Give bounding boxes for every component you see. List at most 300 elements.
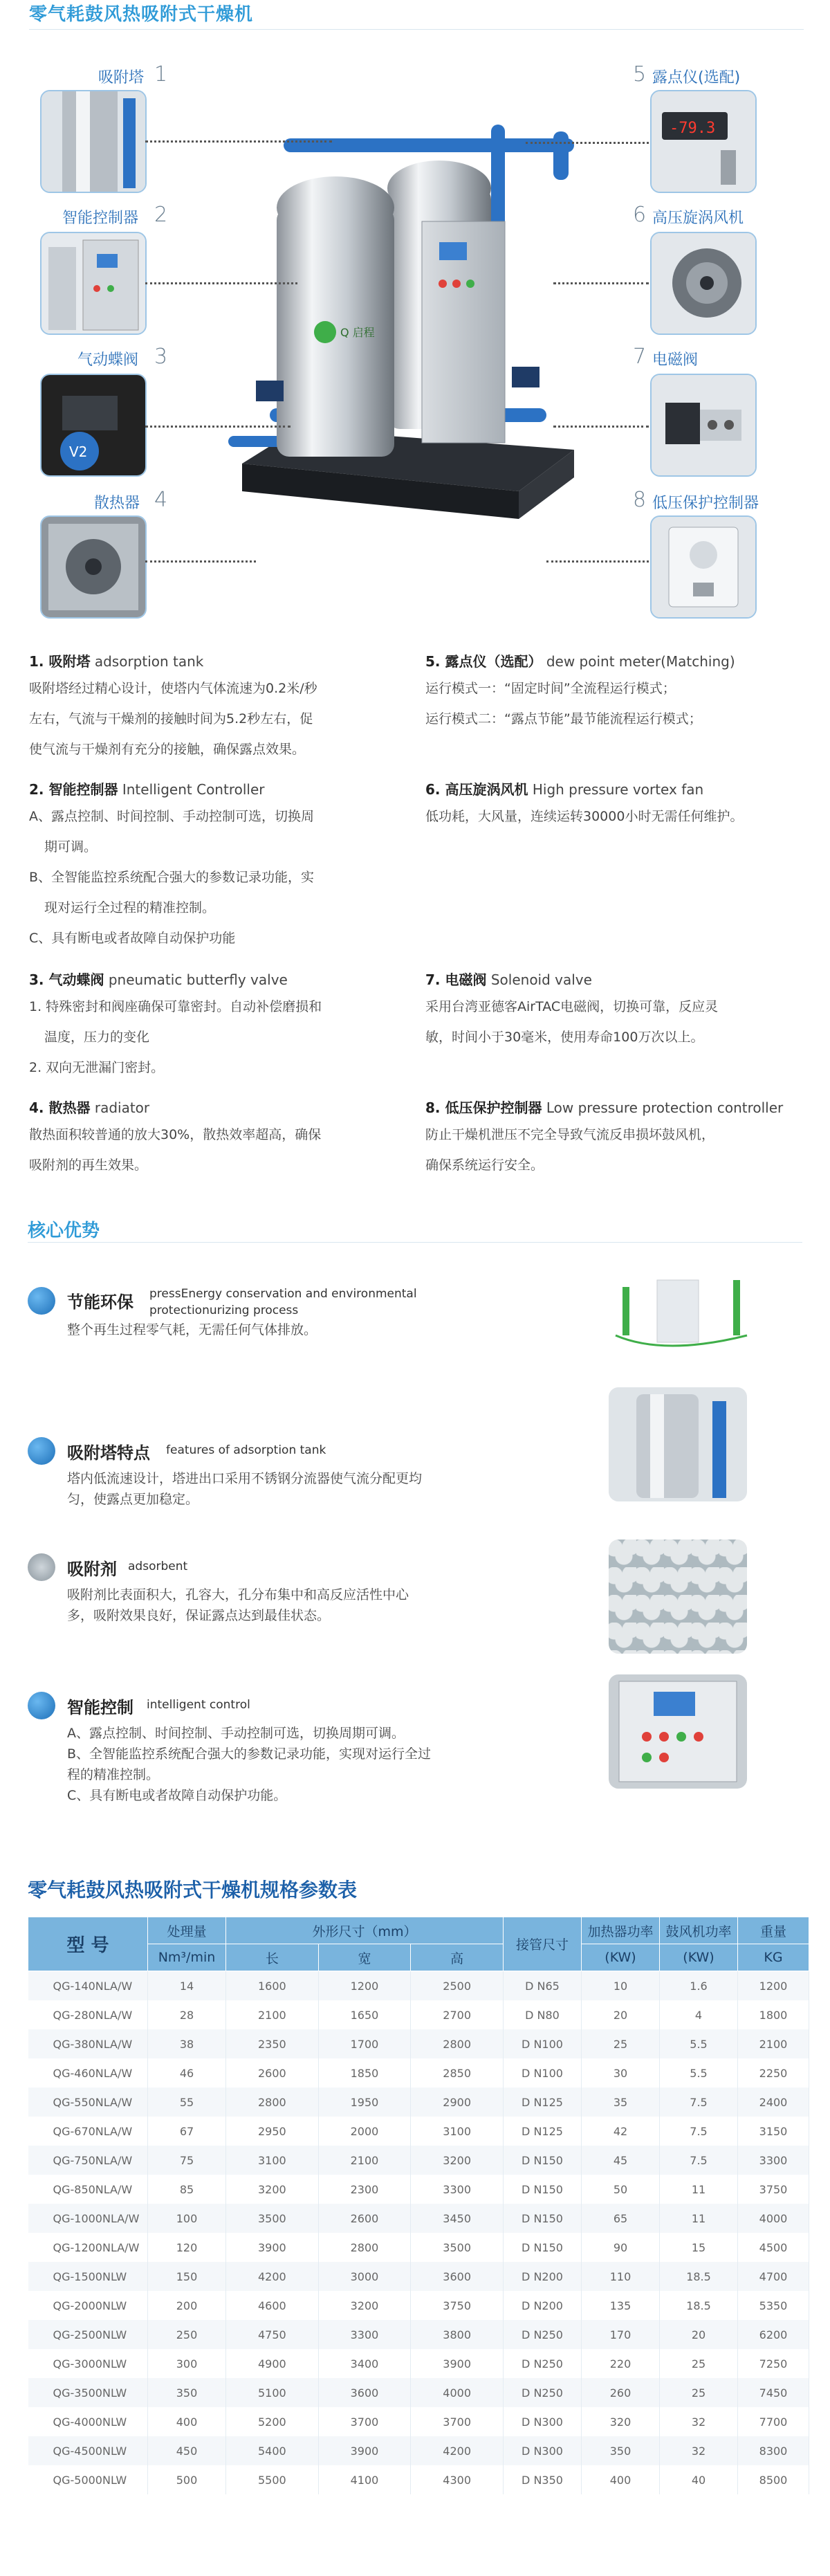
- table-cell: D N200: [504, 2262, 582, 2291]
- table-cell: 2100: [318, 2146, 411, 2175]
- desc-line: 吸附塔经过精心设计，使塔内气体流速为0.2米/秒: [29, 681, 317, 696]
- table-cell: 65: [582, 2204, 660, 2233]
- advantage-line: 程的精准控制。: [67, 1767, 160, 1782]
- table-cell: D N350: [504, 2465, 582, 2494]
- desc-en: adsorption tank: [94, 653, 204, 670]
- desc-line: 确保系统运行安全。: [425, 1158, 544, 1173]
- desc-en: pneumatic butterfly valve: [108, 971, 288, 988]
- table-cell: 4500: [738, 2233, 809, 2262]
- table-cell: QG-3000NLW: [28, 2349, 148, 2378]
- table-cell: 11: [660, 2175, 738, 2204]
- callout-line-4: [145, 560, 256, 563]
- col-header-pipe: 接管尺寸: [504, 1917, 582, 1971]
- col-header-length: 长: [226, 1944, 319, 1971]
- table-cell: QG-3500NLW: [28, 2378, 148, 2407]
- table-cell: 2800: [318, 2233, 411, 2262]
- butterfly-valve-thumbnail: [40, 374, 147, 477]
- table-cell: 90: [582, 2233, 660, 2262]
- spec-table: [28, 1917, 809, 2494]
- callout-num-7: 7: [633, 345, 647, 369]
- table-cell: 1200: [318, 1971, 411, 2001]
- callout-num-1: 1: [154, 62, 168, 86]
- desc-line: 2. 双向无泄漏门密封。: [29, 1060, 165, 1075]
- table-cell: 5.5: [660, 2058, 738, 2088]
- desc-line: 散热面积较普通的放大30%，散热效率超高，确保: [29, 1127, 322, 1142]
- desc-7: [425, 969, 813, 1052]
- smart-control-icon: [28, 1692, 55, 1719]
- table-cell: D N65: [504, 1971, 582, 2001]
- table-cell: 3400: [318, 2349, 411, 2378]
- table-cell: QG-280NLA/W: [28, 2000, 148, 2029]
- table-cell: D N150: [504, 2233, 582, 2262]
- table-cell: 32: [660, 2407, 738, 2436]
- table-cell: 110: [582, 2262, 660, 2291]
- desc-line: 低功耗，大风量，连续运转30000小时无需任何维护。: [425, 809, 744, 824]
- table-cell: 350: [582, 2436, 660, 2465]
- desc-4: [29, 1097, 403, 1180]
- table-cell: 28: [148, 2000, 226, 2029]
- col-header-height: 高: [411, 1944, 504, 1971]
- table-cell: D N150: [504, 2175, 582, 2204]
- table-row: [28, 2349, 809, 2378]
- desc-title: 1. 吸附塔: [29, 653, 91, 670]
- desc-line: 吸附剂的再生效果。: [29, 1158, 148, 1173]
- callout-line-2: [145, 282, 297, 284]
- table-cell: QG-750NLA/W: [28, 2146, 148, 2175]
- table-cell: 55: [148, 2088, 226, 2117]
- table-cell: 400: [148, 2407, 226, 2436]
- table-cell: 15: [660, 2233, 738, 2262]
- dew-point-meter-thumbnail: [650, 90, 757, 193]
- advantage-text: [67, 1723, 431, 1806]
- table-cell: QG-1500NLW: [28, 2262, 148, 2291]
- machine-logo: Q 启程: [340, 326, 375, 339]
- table-cell: 20: [582, 2000, 660, 2029]
- advantage-line: B、全智能监控系统配合强大的参数记录功能，实现对运行全过: [67, 1746, 432, 1762]
- table-row: [28, 2262, 809, 2291]
- advantage-text: [67, 1319, 317, 1340]
- col-header-dimensions: 外形尺寸（mm）: [226, 1917, 504, 1944]
- table-cell: 3200: [318, 2291, 411, 2320]
- table-cell: 25: [660, 2349, 738, 2378]
- callout-num-2: 2: [154, 203, 168, 227]
- table-cell: 1650: [318, 2000, 411, 2029]
- table-cell: 3300: [411, 2175, 504, 2204]
- table-cell: 2250: [738, 2058, 809, 2088]
- desc-8: [425, 1097, 813, 1180]
- desc-en: Intelligent Controller: [122, 781, 265, 798]
- table-cell: QG-850NLA/W: [28, 2175, 148, 2204]
- table-row: [28, 2465, 809, 2494]
- advantage-title: 节能环保: [67, 1292, 133, 1312]
- table-cell: 3300: [738, 2146, 809, 2175]
- table-cell: D N125: [504, 2088, 582, 2117]
- title-divider: [29, 29, 804, 30]
- table-cell: QG-380NLA/W: [28, 2029, 148, 2058]
- callout-label-butterfly-valve: 气动蝶阀: [77, 351, 139, 369]
- controller-thumbnail: [40, 232, 147, 335]
- desc-title: 2. 智能控制器: [29, 781, 118, 798]
- table-cell: 2300: [318, 2175, 411, 2204]
- table-cell: 3900: [411, 2349, 504, 2378]
- table-cell: 1200: [738, 1971, 809, 2001]
- desc-line: 使气流与干燥剂有充分的接触，确保露点效果。: [29, 742, 306, 757]
- desc-en: High pressure vortex fan: [532, 781, 704, 798]
- table-cell: 250: [148, 2320, 226, 2349]
- table-cell: 67: [148, 2117, 226, 2146]
- table-row: [28, 2088, 809, 2117]
- advantage-line: 多，吸附效果良好，保证露点达到最佳状态。: [67, 1608, 331, 1623]
- table-cell: 400: [582, 2465, 660, 2494]
- spec-table-title: 零气耗鼓风热吸附式干燥机规格参数表: [28, 1879, 358, 1901]
- table-cell: 11: [660, 2204, 738, 2233]
- table-cell: 200: [148, 2291, 226, 2320]
- table-cell: 25: [582, 2029, 660, 2058]
- desc-line: 运行模式二：“露点节能”最节能流程运行模式；: [425, 711, 702, 727]
- table-cell: 5500: [226, 2465, 319, 2494]
- page-title: 零气耗鼓风热吸附式干燥机: [29, 4, 254, 25]
- table-cell: 40: [660, 2465, 738, 2494]
- table-cell: QG-2500NLW: [28, 2320, 148, 2349]
- table-cell: 3600: [318, 2378, 411, 2407]
- table-cell: D N100: [504, 2029, 582, 2058]
- callout-num-6: 6: [633, 203, 647, 227]
- tank-feature-image: [609, 1387, 747, 1501]
- adsorbent-icon: [28, 1553, 55, 1581]
- desc-6: [425, 778, 813, 832]
- table-cell: 500: [148, 2465, 226, 2494]
- callout-num-8: 8: [633, 488, 647, 512]
- advantage-en: adsorbent: [128, 1560, 188, 1573]
- table-row: [28, 2233, 809, 2262]
- table-cell: 2600: [226, 2058, 319, 2088]
- table-cell: 85: [148, 2175, 226, 2204]
- spec-table-body: [28, 1971, 809, 2495]
- callout-label-low-pressure-controller: 低压保护控制器: [652, 495, 759, 512]
- table-cell: 3200: [411, 2146, 504, 2175]
- table-cell: D N150: [504, 2146, 582, 2175]
- callout-line-6: [553, 282, 649, 284]
- table-cell: 3700: [411, 2407, 504, 2436]
- table-cell: 5200: [226, 2407, 319, 2436]
- table-cell: 18.5: [660, 2291, 738, 2320]
- desc-1: [29, 650, 403, 765]
- advantage-en-line: pressEnergy conservation and environmental: [149, 1287, 417, 1301]
- desc-title: 3. 气动蝶阀: [29, 971, 104, 988]
- callout-line-7: [553, 426, 649, 428]
- desc-line: 温度，压力的变化: [44, 1030, 150, 1045]
- adsorption-tank-thumbnail: [40, 90, 147, 193]
- table-row: [28, 2436, 809, 2465]
- advantage-title: 吸附剂: [67, 1560, 117, 1579]
- table-row: [28, 2291, 809, 2320]
- table-cell: 120: [148, 2233, 226, 2262]
- table-row: [28, 2058, 809, 2088]
- table-cell: 7700: [738, 2407, 809, 2436]
- table-cell: 3300: [318, 2320, 411, 2349]
- table-cell: 1850: [318, 2058, 411, 2088]
- table-cell: 3750: [411, 2291, 504, 2320]
- advantage-en: [149, 1286, 417, 1319]
- table-cell: 4300: [411, 2465, 504, 2494]
- table-cell: 3750: [738, 2175, 809, 2204]
- col-header-weight-unit: KG: [738, 1944, 809, 1971]
- table-cell: D N200: [504, 2291, 582, 2320]
- col-header-model: 型 号: [28, 1917, 148, 1971]
- meter-display: -79.3: [670, 120, 716, 137]
- table-cell: D N150: [504, 2204, 582, 2233]
- table-cell: 3100: [411, 2117, 504, 2146]
- advantage-text: [67, 1468, 422, 1510]
- table-cell: 4900: [226, 2349, 319, 2378]
- table-cell: D N250: [504, 2320, 582, 2349]
- table-row: [28, 2175, 809, 2204]
- control-panel-image: [609, 1674, 747, 1789]
- table-row: [28, 1971, 809, 2001]
- table-cell: D N300: [504, 2436, 582, 2465]
- table-row: [28, 2117, 809, 2146]
- tank-feature-icon: [28, 1437, 55, 1465]
- eco-illustration: [609, 1259, 761, 1370]
- table-cell: 100: [148, 2204, 226, 2233]
- table-cell: 4: [660, 2000, 738, 2029]
- table-cell: 4600: [226, 2291, 319, 2320]
- table-cell: 7.5: [660, 2146, 738, 2175]
- callout-line-8: [546, 560, 649, 563]
- table-cell: 1700: [318, 2029, 411, 2058]
- table-cell: 4000: [738, 2204, 809, 2233]
- table-cell: 320: [582, 2407, 660, 2436]
- advantages-heading: 核心优势: [28, 1221, 100, 1241]
- table-cell: 2100: [226, 2000, 319, 2029]
- callout-num-4: 4: [154, 488, 168, 512]
- table-cell: 2000: [318, 2117, 411, 2146]
- table-cell: 6200: [738, 2320, 809, 2349]
- table-cell: QG-4000NLW: [28, 2407, 148, 2436]
- advantage-title: 吸附塔特点: [67, 1443, 150, 1463]
- col-header-blower: 鼓风机功率: [660, 1917, 738, 1944]
- table-cell: 2600: [318, 2204, 411, 2233]
- table-row: [28, 2029, 809, 2058]
- table-cell: 135: [582, 2291, 660, 2320]
- eco-icon: [28, 1287, 55, 1315]
- table-cell: 25: [660, 2378, 738, 2407]
- table-cell: 3000: [318, 2262, 411, 2291]
- table-row: [28, 2204, 809, 2233]
- advantage-line: 匀，使露点更加稳定。: [67, 1492, 199, 1507]
- vortex-fan-thumbnail: [650, 232, 757, 335]
- table-cell: QG-2000NLW: [28, 2291, 148, 2320]
- table-row: [28, 2000, 809, 2029]
- table-cell: 5100: [226, 2378, 319, 2407]
- radiator-thumbnail: [40, 515, 147, 619]
- table-cell: 1800: [738, 2000, 809, 2029]
- col-header-capacity: 处理量: [148, 1917, 226, 1944]
- table-cell: 2800: [226, 2088, 319, 2117]
- desc-en: Solenoid valve: [490, 971, 592, 988]
- table-cell: QG-5000NLW: [28, 2465, 148, 2494]
- desc-2: [29, 778, 403, 953]
- callout-label-solenoid-valve: 电磁阀: [652, 351, 699, 369]
- table-cell: 2700: [411, 2000, 504, 2029]
- table-cell: 450: [148, 2436, 226, 2465]
- col-header-heater: 加热器功率: [582, 1917, 660, 1944]
- desc-line: 左右，气流与干燥剂的接触时间为5.2秒左右，促: [29, 711, 313, 727]
- desc-title: 8. 低压保护控制器: [425, 1099, 542, 1116]
- table-cell: D N250: [504, 2349, 582, 2378]
- desc-title: 7. 电磁阀: [425, 971, 487, 988]
- advantage-line: 吸附剂比表面积大，孔容大，孔分布集中和高反应活性中心: [67, 1587, 409, 1602]
- table-cell: 42: [582, 2117, 660, 2146]
- advantage-line: 塔内低流速设计，塔进出口采用不锈钢分流器使气流分配更均: [67, 1471, 423, 1486]
- advantage-title: 智能控制: [67, 1698, 133, 1717]
- table-cell: 8500: [738, 2465, 809, 2494]
- desc-line: C、具有断电或者故障自动保护功能: [29, 931, 236, 946]
- table-cell: QG-550NLA/W: [28, 2088, 148, 2117]
- col-header-blower-unit: (KW): [660, 1944, 738, 1971]
- table-cell: 300: [148, 2349, 226, 2378]
- table-cell: 2400: [738, 2088, 809, 2117]
- table-cell: 3800: [411, 2320, 504, 2349]
- desc-line: A、露点控制、时间控制、手动控制可选，切换周: [29, 809, 314, 824]
- table-cell: 7.5: [660, 2088, 738, 2117]
- col-header-heater-unit: (KW): [582, 1944, 660, 1971]
- table-cell: D N100: [504, 2058, 582, 2088]
- low-pressure-controller-thumbnail: [650, 515, 757, 619]
- table-cell: 14: [148, 1971, 226, 2001]
- table-cell: 32: [660, 2436, 738, 2465]
- desc-line: 现对运行全过程的精准控制。: [44, 900, 216, 915]
- desc-en: dew point meter(Matching): [546, 653, 735, 670]
- advantage-line: C、具有断电或者故障自动保护功能。: [67, 1788, 287, 1803]
- table-cell: 2100: [738, 2029, 809, 2058]
- callout-line-3: [145, 426, 290, 428]
- callout-line-5: [526, 142, 649, 144]
- table-cell: 7.5: [660, 2117, 738, 2146]
- table-cell: 10: [582, 1971, 660, 2001]
- table-cell: 150: [148, 2262, 226, 2291]
- desc-title: 6. 高压旋涡风机: [425, 781, 528, 798]
- table-cell: 5.5: [660, 2029, 738, 2058]
- table-cell: 220: [582, 2349, 660, 2378]
- table-cell: 4100: [318, 2465, 411, 2494]
- table-row: [28, 2146, 809, 2175]
- desc-title: 4. 散热器: [29, 1099, 91, 1116]
- table-row: [28, 2320, 809, 2349]
- table-cell: D N250: [504, 2378, 582, 2407]
- callout-line-1: [145, 140, 332, 143]
- table-cell: 2500: [411, 1971, 504, 2001]
- advantage-en: intelligent control: [147, 1698, 250, 1712]
- table-cell: 38: [148, 2029, 226, 2058]
- table-cell: D N80: [504, 2000, 582, 2029]
- desc-line: 期可调。: [44, 839, 98, 855]
- desc-5: [425, 650, 813, 734]
- advantages-divider: [28, 1242, 802, 1243]
- table-cell: 3500: [226, 2204, 319, 2233]
- callout-label-dew-point-meter: 露点仪(选配): [652, 69, 741, 86]
- table-cell: 4700: [738, 2262, 809, 2291]
- table-cell: 5400: [226, 2436, 319, 2465]
- table-cell: QG-1000NLA/W: [28, 2204, 148, 2233]
- table-cell: 3700: [318, 2407, 411, 2436]
- callout-label-controller: 智能控制器: [62, 210, 139, 227]
- table-cell: 4750: [226, 2320, 319, 2349]
- table-row: [28, 2407, 809, 2436]
- table-cell: 4200: [226, 2262, 319, 2291]
- table-cell: D N125: [504, 2117, 582, 2146]
- table-cell: 7250: [738, 2349, 809, 2378]
- callout-num-5: 5: [633, 62, 647, 86]
- table-cell: 7450: [738, 2378, 809, 2407]
- table-cell: 4200: [411, 2436, 504, 2465]
- desc-line: 采用台湾亚德客AirTAC电磁阀，切换可靠，反应灵: [425, 999, 719, 1014]
- callout-label-radiator: 散热器: [94, 495, 140, 512]
- table-cell: 3200: [226, 2175, 319, 2204]
- table-cell: 260: [582, 2378, 660, 2407]
- desc-line: 防止干燥机泄压不完全导致气流反串损坏鼓风机，: [425, 1127, 715, 1142]
- table-cell: 30: [582, 2058, 660, 2088]
- desc-title: 5. 露点仪（选配）: [425, 653, 542, 670]
- desc-en: radiator: [94, 1099, 150, 1116]
- table-cell: 2350: [226, 2029, 319, 2058]
- solenoid-valve-thumbnail: [650, 374, 757, 477]
- table-cell: 2800: [411, 2029, 504, 2058]
- desc-line: 敏，时间小于30毫米，使用寿命100万次以上。: [425, 1030, 704, 1045]
- table-cell: 3100: [226, 2146, 319, 2175]
- table-cell: D N300: [504, 2407, 582, 2436]
- adsorbent-beads-image: [609, 1540, 747, 1654]
- table-cell: 3600: [411, 2262, 504, 2291]
- table-cell: 4000: [411, 2378, 504, 2407]
- table-cell: 2850: [411, 2058, 504, 2088]
- col-header-capacity-unit: Nm³/min: [148, 1944, 226, 1971]
- table-cell: 3500: [411, 2233, 504, 2262]
- table-cell: 350: [148, 2378, 226, 2407]
- advantage-text: [67, 1584, 409, 1626]
- advantage-line: 整个再生过程零气耗，无需任何气体排放。: [67, 1322, 317, 1337]
- table-cell: 46: [148, 2058, 226, 2088]
- table-cell: 8300: [738, 2436, 809, 2465]
- table-cell: 20: [660, 2320, 738, 2349]
- advantage-line: A、露点控制、时间控制、手动控制可选，切换周期可调。: [67, 1726, 405, 1741]
- col-header-weight: 重量: [738, 1917, 809, 1944]
- desc-3: [29, 969, 403, 1083]
- table-cell: 3900: [318, 2436, 411, 2465]
- table-cell: QG-670NLA/W: [28, 2117, 148, 2146]
- table-cell: 18.5: [660, 2262, 738, 2291]
- table-cell: 3900: [226, 2233, 319, 2262]
- table-cell: 2950: [226, 2117, 319, 2146]
- table-cell: 75: [148, 2146, 226, 2175]
- table-cell: QG-140NLA/W: [28, 1971, 148, 2001]
- table-cell: 3450: [411, 2204, 504, 2233]
- dryer-machine-image: [228, 104, 588, 560]
- desc-line: 运行模式一：“固定时间”全流程运行模式；: [425, 681, 676, 696]
- table-cell: 50: [582, 2175, 660, 2204]
- advantage-en: features of adsorption tank: [166, 1443, 326, 1457]
- table-cell: QG-460NLA/W: [28, 2058, 148, 2088]
- callout-label-vortex-fan: 高压旋涡风机: [652, 210, 744, 227]
- table-cell: 170: [582, 2320, 660, 2349]
- table-row: [28, 2378, 809, 2407]
- table-cell: 1600: [226, 1971, 319, 2001]
- table-cell: 1.6: [660, 1971, 738, 2001]
- table-cell: 2900: [411, 2088, 504, 2117]
- table-cell: 45: [582, 2146, 660, 2175]
- table-cell: 35: [582, 2088, 660, 2117]
- valve-tag: V2: [69, 444, 88, 460]
